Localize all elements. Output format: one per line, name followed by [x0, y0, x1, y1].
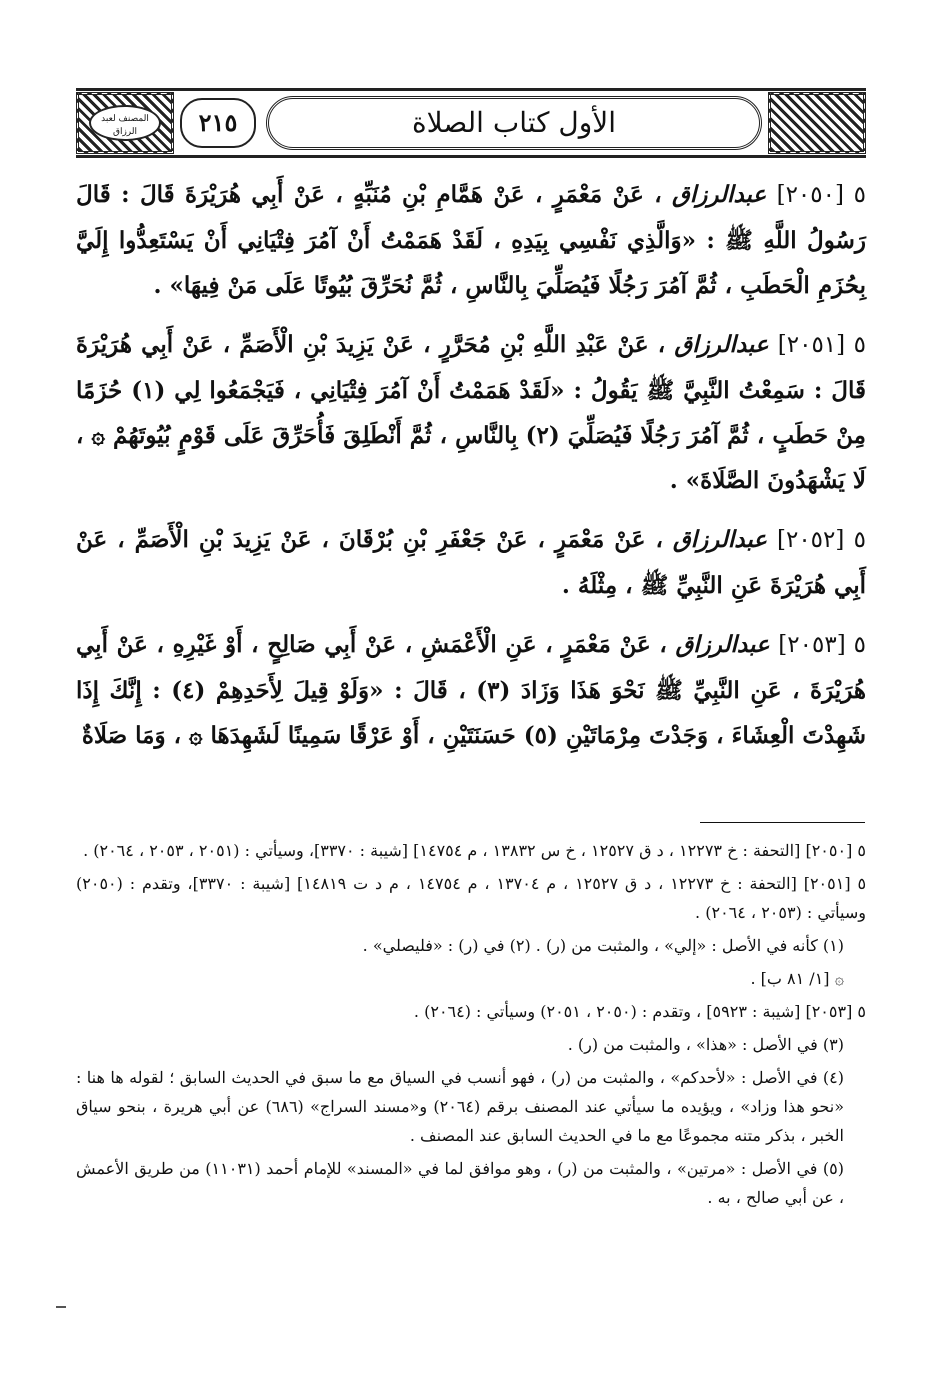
footnote-5: (٥) في الأصل : «مرتين» ، والمثبت من (ر) ، وهو موافق لما في «المسند» للإمام أحمد (١١٠٣١) من طريق الأعمش ، عن أبي صالح ، به . — [76, 1159, 845, 1207]
footnote-2051: ٥ [٢٠٥١] [التحفة : خ ١٢٢٧٣ ، د ق ١٢٥٢٧ ، م ١٣٧٠٤ ، م ١٤٧٥٤ ، م د ت ١٤٨١٩] [شيبة : ٣٣٧٠]، وتقدم : (٢٠٥٠) وسيأتي : (٢٠٥٣ ، ٢٠٦٤) . — [76, 874, 867, 922]
hadith-text: ، عَنْ عَبْدِ اللَّهِ بْنِ مُحَرَّرٍ ، عَنْ يَزِيدَ بْنِ الْأَصَمِّ ، عَنْ أَبِي هُرَيْرَةَ قَالَ : سَمِعْتُ النَّبِيَّ ﷺ يَقُولُ : «لَقَدْ هَمَمْتُ أَنْ آمُرَ فِتْيَانِي ، فَيَجْمَعُوا لِي (١) حُزَمًا مِنْ حَطَبٍ ، ثُمَّ آمُرَ رَجُلًا فَيُصَلِّيَ (٢) بِالنَّاسِ ، ثُمَّ أَنْطَلِقَ فَأُحَرِّقَ عَلَى قَوْمٍ بُيُوتَهُمْ ۞ ، لَا يَشْهَدُونَ الصَّلَاةَ» . — [76, 331, 866, 494]
book-badge: المصنف لعبد الرزاق — [89, 105, 161, 141]
page-number: ٢١٥ — [180, 98, 256, 148]
main-text — [76, 172, 866, 772]
hadith-number: ٥ [٢٠٥٠] — [776, 182, 866, 208]
hadith-number: ٥ [٢٠٥١] — [777, 332, 866, 358]
footnote-folio: ۞ [١/ ٨١ ب] . — [750, 969, 844, 988]
footnote-divider — [700, 822, 865, 823]
right-ornament — [768, 92, 866, 154]
hadith-number: ٥ [٢٠٥٣] — [778, 632, 866, 658]
hadith-source: عبدالرزاق — [672, 526, 768, 553]
hadith-source: عبدالرزاق — [672, 181, 767, 208]
running-title: الأول كتاب الصلاة — [266, 96, 762, 150]
hadith-2053 — [76, 622, 866, 758]
hadith-source: عبدالرزاق — [675, 631, 770, 658]
footnote-3: (٣) في الأصل : «هذا» ، والمثبت من (ر) . — [567, 1035, 844, 1054]
hadith-2051 — [76, 322, 866, 503]
hadith-text: ، عَنْ مَعْمَرٍ ، عَنْ هَمَّامِ بْنِ مُنَبِّهٍ ، عَنْ أَبِي هُرَيْرَةَ قَالَ : قَالَ رَسُولُ اللَّهِ ﷺ : «وَالَّذِي نَفْسِي بِيَدِهِ ، لَقَدْ هَمَمْتُ أَنْ آمُرَ فِتْيَانِي أَنْ يَسْتَعِدُّوا إِلَيَّ بِحُزَمِ الْحَطَبِ ، ثُمَّ آمُرَ رَجُلًا فَيُصَلِّيَ بِالنَّاسِ ، ثُمَّ نُحَرِّقَ بُيُوتًا عَلَى مَنْ فِيهَا» . — [76, 181, 866, 299]
footnote-1-2: (١) كأنه في الأصل : «إلي» ، والمثبت من (ر) . (٢) في (ر) : «فليصلي» . — [362, 936, 844, 955]
hadith-2052 — [76, 517, 866, 608]
footnote-2050: ٥ [٢٠٥٠] [التحفة : خ ١٢٢٧٣ ، د ق ١٢٥٢٧ ، خ س ١٣٨٣٢ ، م ١٤٧٥٤] [شيبة : ٣٣٧٠]، وسيأتي : (٢٠٥١ ، ٢٠٥٣ ، ٢٠٦٤) . — [83, 841, 866, 860]
footnote-2053: ٥ [٢٠٥٣] [شيبة : ٥٩٢٣] ، وتقدم : (٢٠٥٠ ، ٢٠٥١) وسيأتي : (٢٠٦٤) . — [413, 1002, 866, 1021]
hadith-text: ، عَنْ مَعْمَرٍ ، عَنْ جَعْفَرِ بْنِ بُرْقَانَ ، عَنْ يَزِيدَ بْنِ الْأَصَمِّ ، عَنْ أَبِي هُرَيْرَةَ عَنِ النَّبِيِّ ﷺ ، مِثْلَهُ . — [76, 526, 866, 599]
left-ornament — [76, 92, 174, 154]
page-header — [76, 92, 866, 154]
footnote-4: (٤) في الأصل : «لأحدكم» ، والمثبت من (ر) ، فهو أنسب في السياق مع ما سبق في الحديث السابق ؛ لقوله ها هنا : «نحو هذا وزاد» ، ويؤيده ما سيأتي عند المصنف برقم (٢٠٦٤) و«مسند السراج» (٦٨٦) عن أبي هريرة ، بنحو سياق الخبر ، بذكر متنه مجموعًا مع ما في الحديث السابق عند المصنف . — [76, 1068, 845, 1145]
page-mark — [56, 1306, 66, 1308]
hadith-2050 — [76, 172, 866, 308]
footnotes — [76, 836, 866, 1216]
hadith-text: ، عَنْ مَعْمَرٍ ، عَنِ الْأَعْمَشِ ، عَنْ أَبِي صَالِحٍ ، أَوْ غَيْرِهِ ، عَنْ أَبِي هُرَيْرَةَ ، عَنِ النَّبِيِّ ﷺ نَحْوَ هَذَا وَزَادَ (٣) ، قَالَ : «وَلَوْ قِيلَ لِأَحَدِهِمْ (٤) : إِنَّكَ إِذَا شَهِدْتَ الْعِشَاءَ ، وَجَدْتَ مِرْمَاتَيْنِ (٥) حَسَنَتَيْنِ ، أَوْ عَرْقًا سَمِينًا لَشَهِدَهَا ۞ ، وَمَا صَلَاةٌ — [76, 631, 867, 749]
hadith-number: ٥ [٢٠٥٢] — [776, 527, 866, 553]
hadith-source: عبدالرزاق — [674, 331, 769, 358]
